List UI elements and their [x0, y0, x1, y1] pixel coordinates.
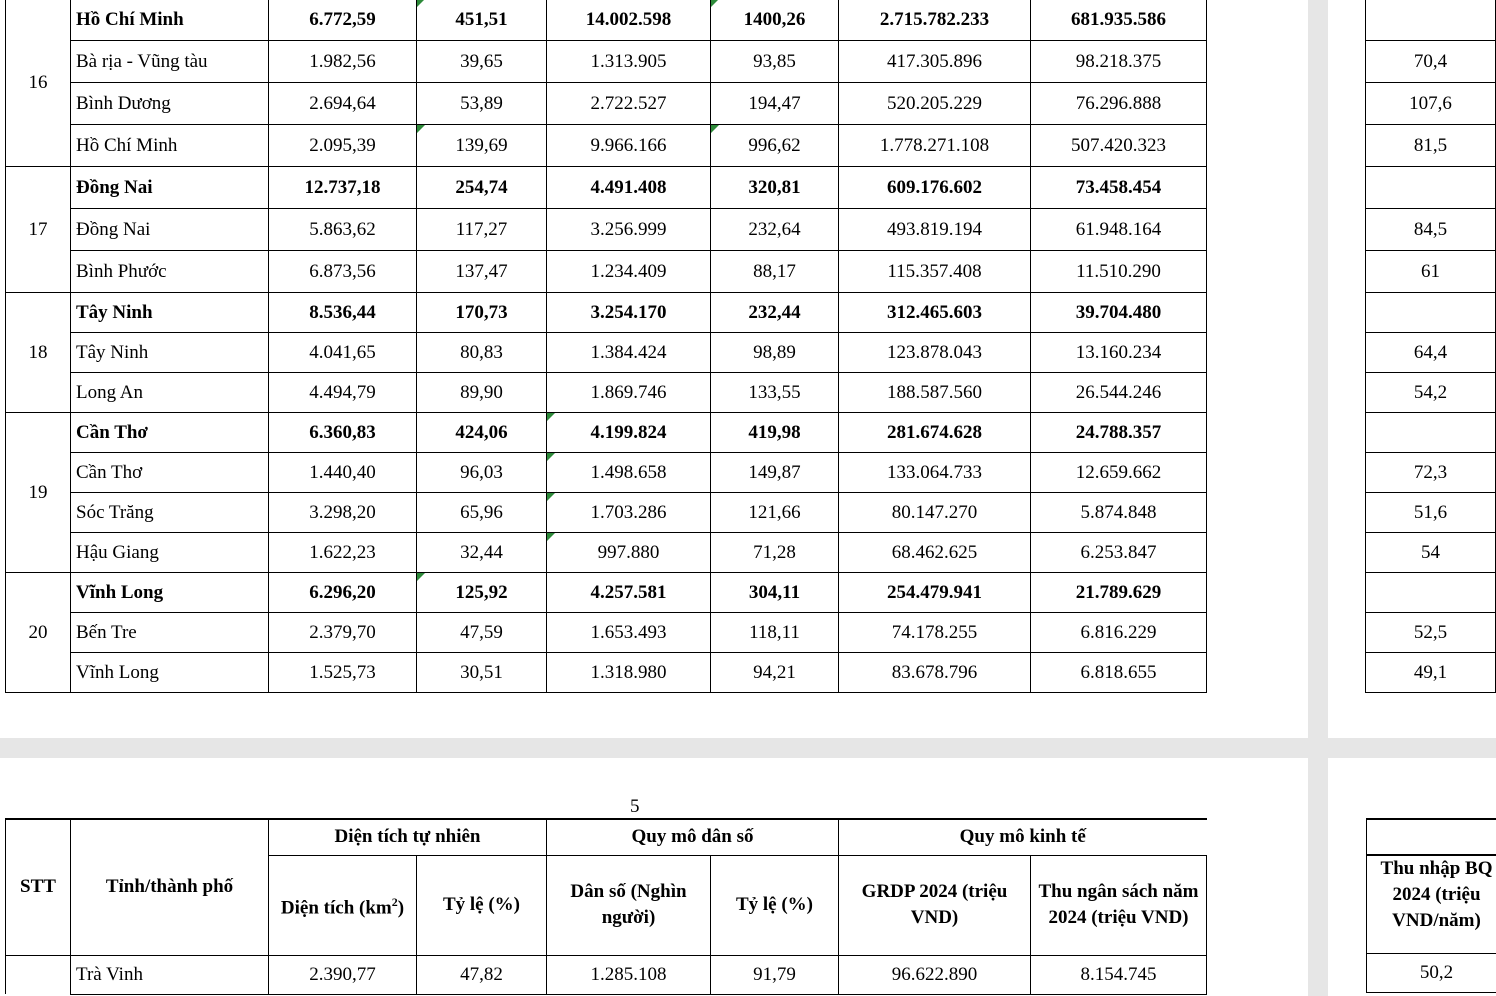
document-page-4-right: [1328, 0, 1496, 738]
area-header: Diện tích $(km^2)$: [269, 855, 417, 955]
income-column-header: Thu nhập BQ 2024 (triệu VND/năm) 50,2: [1366, 818, 1496, 993]
document-page-5: [0, 758, 1308, 996]
area-ratio-header: Tỷ lệ (%): [417, 855, 547, 955]
page-number: 5: [630, 796, 640, 817]
table-row: 16 Hồ Chí Minh 6.772,59 451,51 14.002.598 1400,26 2.715.782.233 681.935.586: [6, 0, 1207, 41]
province-stats-table-continued: [5, 818, 1207, 995]
table-row: Cần Thơ 1.440,40 96,03 1.498.658 149,87 133.064.733 12.659.662: [6, 453, 1207, 493]
budget-header: Thu ngân sách năm 2024 (triệu VND): [1031, 855, 1207, 955]
table-row: Tây Ninh 4.041,65 80,83 1.384.424 98,89 123.878.043 13.160.234: [6, 333, 1207, 373]
table-row: 20 Vĩnh Long 6.296,20 125,92 4.257.581 304,11 254.479.941 21.789.629: [6, 573, 1207, 613]
grdp-header: GRDP 2024 (triệu VND): [839, 855, 1031, 955]
population-ratio-header: Tỷ lệ (%): [711, 855, 839, 955]
table-row: Long An 4.494,79 89,90 1.869.746 133,55 188.587.560 26.544.246: [6, 373, 1207, 413]
province-stats-table: [5, 0, 1207, 693]
table-row: Bến Tre 2.379,70 47,59 1.653.493 118,11 74.178.255 6.816.229: [6, 613, 1207, 653]
stt-header: STT: [6, 819, 71, 955]
population-scale-header: Quy mô dân số: [547, 819, 839, 855]
table-row: 17 Đồng Nai 12.737,18 254,74 4.491.408 320,81 609.176.602 73.458.454: [6, 167, 1207, 209]
table-row: Bà rịa - Vũng tàu 1.982,56 39,65 1.313.905 93,85 417.305.896 98.218.375: [6, 41, 1207, 83]
stt-cell: 18: [6, 293, 71, 413]
document-page-5-right: [1328, 758, 1496, 996]
table-row: Hậu Giang 1.622,23 32,44 997.880 71,28 68.462.625 6.253.847: [6, 533, 1207, 573]
table-row: Sóc Trăng 3.298,20 65,96 1.703.286 121,66 80.147.270 5.874.848: [6, 493, 1207, 533]
table-row: 18 Tây Ninh 8.536,44 170,73 3.254.170 232,44 312.465.603 39.704.480: [6, 293, 1207, 333]
table-row: Vĩnh Long 1.525,73 30,51 1.318.980 94,21 83.678.796 6.818.655: [6, 653, 1207, 693]
province-header: Tỉnh/thành phố: [71, 819, 269, 955]
table-row: Bình Dương 2.694,64 53,89 2.722.527 194,47 520.205.229 76.296.888: [6, 83, 1207, 125]
table-row: 19 Cần Thơ 6.360,83 424,06 4.199.824 419,98 281.674.628 24.788.357: [6, 413, 1207, 453]
population-header: Dân số (Nghìn người): [547, 855, 711, 955]
economic-scale-header: Quy mô kinh tế: [839, 819, 1207, 855]
stt-cell: 16: [6, 0, 71, 167]
table-row: Bình Phước 6.873,56 137,47 1.234.409 88,17 115.357.408 11.510.290: [6, 251, 1207, 293]
table-row: Trà Vinh 2.390,77 47,82 1.285.108 91,79 96.622.890 8.154.745: [6, 955, 1207, 994]
stt-cell: 17: [6, 167, 71, 293]
income-header: Thu nhập BQ 2024 (triệu VND/năm): [1366, 854, 1496, 954]
natural-area-header: Diện tích tự nhiên: [269, 819, 547, 855]
income-column-table: 70,4 107,6 81,5 84,5 61 64,4 54,2 72,3 51,6 54 52,5 49,1: [1365, 0, 1496, 693]
table-row: Đồng Nai 5.863,62 117,27 3.256.999 232,64 493.819.194 61.948.164: [6, 209, 1207, 251]
table-row: Hồ Chí Minh 2.095,39 139,69 9.966.166 996,62 1.778.271.108 507.420.323: [6, 125, 1207, 167]
stt-cell: 20: [6, 573, 71, 693]
stt-cell: 19: [6, 413, 71, 573]
